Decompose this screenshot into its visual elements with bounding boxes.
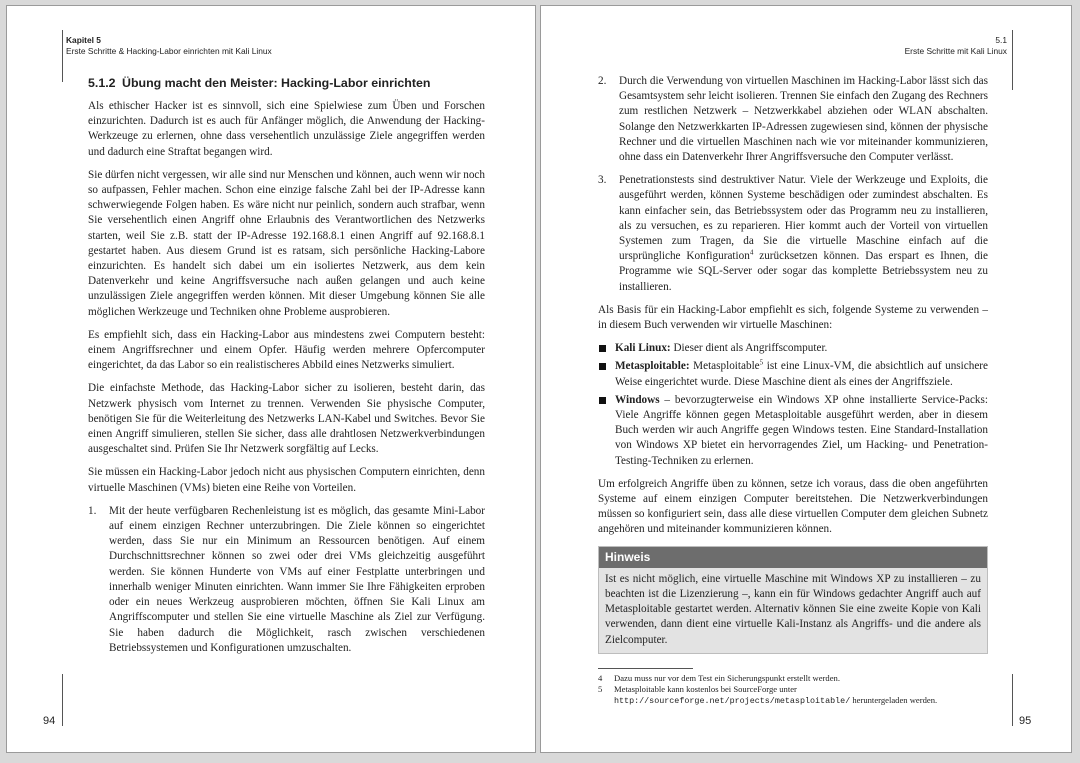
footnote-text: Dazu muss nur vor dem Test ein Sicherungspunkt erstellt werden. — [614, 672, 840, 683]
numbered-list — [88, 504, 485, 656]
paragraph: Um erfolgreich Angriffe üben zu können, setze ich voraus, dass die oben angeführten Systeme auf einem einzigen Computer bereitstehen. Die Netzwerkverbindungen müssen so konfiguriert sein, dass alle diese virtuellen Computer dem gleichen Subnetz angehören und miteinander kommunizieren können. — [598, 477, 988, 536]
footnote — [598, 673, 988, 684]
paragraph: Sie dürfen nicht vergessen, wir alle sind nur Menschen und können, auch wenn wir noch so aufpassen, Fehler machen. Schon eine einzige falsche Zahl bei der IP-Adresse kann schwerwiegende Folgen haben. Es wäre nicht nur peinlich, sondern auch strafbar, wenn Sie versehentlich einen Angriff ohne Erlaubnis des Verantwortlichen des Netzwerks starten, weil Sie z.B. statt der IP-Adresse 192.168.8.1 einen Angriff auf 92.168.8.1 gestartet haben. Aus diesem Grund ist es ratsam, sich persönliche Hacking-Labore einzurichten. Es handelt sich dabei um ein isoliertes Netzwerk, aus dem kein Datenverkehr und keine Angriffsversuche nach außen gelangen und auch keine unzulässigen Ziele angegriffen werden können. Mit dieser Umgebung können Sie alle möglichen Werkzeuge und Techniken ohne Probleme ausprobieren. — [88, 168, 485, 318]
footnote-text: heruntergeladen werden. — [850, 694, 938, 705]
section-number: 5.1.2 — [88, 76, 116, 90]
paragraph: Als ethischer Hacker ist es sinnvoll, sich eine Spielwiese zum Üben und Forschen einzurichten. Dadurch ist es auch für Anfänger möglich, die Anwendung der Hacking-Werkzeuge zu erlernen, ohne dass versehentlich unzulässige Ziele angegriffen werden und dadurch eine Straftat begangen wird. — [88, 100, 485, 158]
footnote-url: http://sourceforge.net/projects/metasploitable/ — [614, 695, 851, 706]
square-bullet-icon — [599, 345, 606, 352]
page-number: 94 — [43, 715, 56, 727]
footnote-number: 4 — [598, 672, 603, 683]
paragraph: Sie müssen ein Hacking-Labor jedoch nicht aus physischen Computern einrichten, denn virtuelle Maschinen (VMs) bieten eine Reihe von Vorteilen. — [88, 466, 485, 494]
list-item-text: zurücksetzen können. Das erspart es Ihnen, die Programme wie SQL-Server oder sogar das komplette Betriebssystem neu zu installieren. — [619, 250, 988, 293]
bullet-term: Windows — [615, 393, 660, 406]
hint-text: Ist es nicht möglich, eine virtuelle Maschine mit Windows XP zu installieren – zu beachten ist die Lizenzierung –, kann ein für Windows gedachter Angriff auch auf Metasploitable gestartet werden. Alternativ können Sie eine zweite Kopie von Kali verwenden, dann dient eine virtuelle Kali-Instanz als Angriffs- und die andere als Zielcomputer. — [599, 568, 987, 653]
hint-title: Hinweis — [599, 547, 987, 568]
footnote-ref: 4 — [749, 248, 754, 257]
left-page — [6, 5, 536, 753]
bullet-text: Dieser dient als Angriffscomputer. — [670, 342, 828, 355]
footnote-ref: 5 — [759, 358, 764, 367]
section-title: Übung macht den Meister: Hacking-Labor einrichten — [122, 76, 431, 90]
right-text-column — [598, 74, 988, 707]
section-number-header: 5.1 — [995, 35, 1007, 45]
numbered-list-continued — [598, 74, 988, 295]
list-item-text: Mit der heute verfügbaren Rechenleistung ist es möglich, das gesamte Mini-Labor auf einem einzigen Rechner unterzubringen. Die Ziele können so eingerichtet werden, dass Sie nur ein Minimum an Ressourcen benötigen. Auf einem Durchschnittsrechner können so zwei oder drei VMs gleichzeitig ausgeführt werden. Sie können Hunderte von VMs auf einer Festplatte unterbringen und innerhalb weniger Minuten einrichten. Wann immer Sie Ihre Fähigkeiten erproben oder ein neues Werkzeug ausprobieren möchten, öffnen Sie Kali Linux am Angriffscomputer und stellen Sie eine virtuelle Maschine als Ziel zur Verfügung. Sie haben dadurch die Möglichkeit, rasch zwischen verschiedenen Betriebssystemen und Konfigurationen umzuschalten. — [109, 504, 485, 654]
left-text-column — [88, 76, 485, 664]
list-item — [598, 74, 988, 165]
footer-rule — [62, 674, 63, 726]
paragraph: Es empfiehlt sich, dass ein Hacking-Labor aus mindestens zwei Computern besteht: einem Angriffsrechner und einem Opfer. Häufig werden mehrere Opfercomputer eingerichtet, da das Labor so ein realistischeres Abbild eines Netzwerks simuliert. — [88, 328, 485, 372]
footnote-number: 5 — [598, 683, 603, 694]
chapter-title: Erste Schritte & Hacking-Labor einrichten mit Kali Linux — [66, 46, 272, 56]
list-item-text: Penetrationstests sind destruktiver Natur. Viele der Werkzeuge und Exploits, die ausgeführt werden, können Systeme beschädigen oder zumindest abschalten. Es kann einfacher sein, das Betriebssystem oder das Programm neu zu installieren, als zu versuchen, es zu reparieren. Hier kommt auch der Vorteil von virtuellen Systemen zum Tragen, da Sie die virtuelle Maschine einfach auf die ursprüngliche Konfiguration — [619, 174, 988, 263]
section-heading — [88, 76, 485, 90]
page-header — [66, 35, 272, 57]
list-number: 2. — [598, 75, 607, 87]
square-bullet-icon — [599, 363, 606, 370]
bullet-text: Metasploitable — [689, 360, 760, 373]
hint-box — [598, 546, 988, 654]
paragraph: Als Basis für ein Hacking-Labor empfiehlt es sich, folgende Systeme zu verwenden – in diesem Buch verwenden wir virtuelle Maschinen: — [598, 303, 988, 332]
paragraph: Die einfachste Methode, das Hacking-Labor sicher zu isolieren, besteht darin, das Netzwerk physisch vom Internet zu trennen. Verwenden Sie physische Computer, benötigen Sie für die Weiterleitung des Netzwerks LAN-Kabel und Switches. Bevor Sie einen Angriff simulieren, stellen Sie sicher, dass alle drahtlosen Netzwerkverbindungen ausgeschaltet sind. Prüfen Sie Ihr Netzwerk sorgfältig auf Lecks. — [88, 382, 485, 456]
chapter-label: Kapitel 5 — [66, 35, 101, 45]
list-item-text: Durch die Verwendung von virtuellen Maschinen im Hacking-Labor lässt sich das Gesamtsystem sehr leicht isolieren. Trennen Sie einfach den Zugang des Rechners zum restlichen Netzwerk – Netzwerkkabel abziehen oder WLAN abschalten. Solange den Netzwerkkarten IP-Adressen zugewiesen sind, können der physische Rechner und die virtuellen Maschinen nach wie vor miteinander kommunizieren, ohne dass ein Datenverkehr Ihrer Angriffsversuche den Computer verlässt. — [619, 75, 988, 164]
header-rule — [62, 30, 63, 82]
page-header — [905, 35, 1007, 57]
section-title-header: Erste Schritte mit Kali Linux — [904, 46, 1007, 56]
footnote-rule — [598, 668, 693, 669]
bullet-list — [598, 341, 988, 469]
footnote-text: Metasploitable kann kostenlos bei SourceForge unter — [614, 683, 797, 694]
header-rule — [1012, 30, 1013, 90]
bullet-item — [598, 359, 988, 389]
bullet-text: ist eine Linux-VM, die absichtlich auf unsichere Weise eingerichtet wurde. Diese Maschine dient als eines der Angriffsziele. — [615, 360, 988, 388]
bullet-item — [598, 341, 988, 356]
list-item — [88, 504, 485, 656]
page-number: 95 — [1019, 715, 1032, 727]
bullet-item — [598, 393, 988, 469]
right-page — [540, 5, 1072, 753]
list-number: 1. — [88, 504, 97, 517]
list-number: 3. — [598, 174, 607, 187]
bullet-term: Metasploitable: — [615, 360, 690, 373]
footnote — [598, 684, 988, 707]
bullet-text: – bevorzugterweise ein Windows XP ohne installierte Service-Packs: Viele Angriffe können gegen Metasploitable ausgeführt werden, aber in diesem Buch werden wir auch Angriffe gegen Windows testen. Eine Standard-Installation von Windows XP bietet ein hervorragendes Ziel, um Hacking- und Penetration-Testing-Techniken zu erlernen. — [615, 393, 988, 467]
footer-rule — [1012, 674, 1013, 726]
square-bullet-icon — [599, 397, 606, 404]
list-item — [598, 173, 988, 295]
bullet-term: Kali Linux: — [615, 342, 671, 355]
